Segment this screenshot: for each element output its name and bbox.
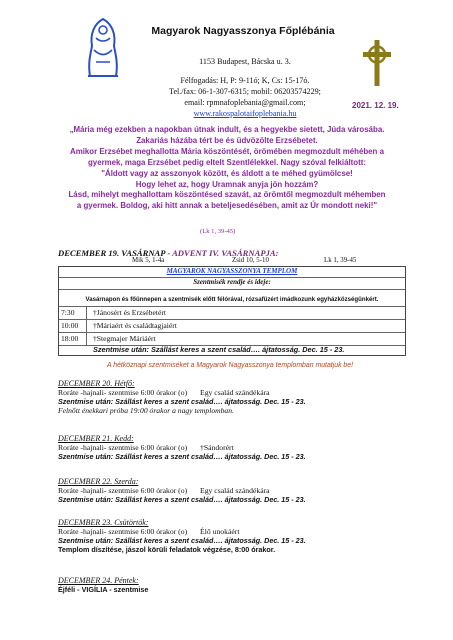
day-blessing: Szentmise után: Szállást keres a szent család…. ájtatosság. Dec. 15 - 23. bbox=[58, 452, 306, 461]
celtic-cross-icon bbox=[362, 40, 392, 86]
day-heading: DECEMBER 22. Szerda: bbox=[58, 477, 139, 486]
day-heading: DECEMBER 20. Hétfő: bbox=[58, 379, 135, 388]
bulletin-date: 2021. 12. 19. bbox=[352, 101, 399, 110]
mass-intention: †Sándorért bbox=[200, 443, 234, 452]
quote-line: a gyermek. Boldog, aki hitt annak a beteljesedésében, amit az Úr mondott neki!" bbox=[76, 201, 378, 211]
choir-rehearsal: Felnőtt énekkari próba 19:00 órakor a nagy templomban. bbox=[58, 406, 234, 415]
mass-intention: Egy család szándékára bbox=[200, 388, 270, 397]
church-name: MAGYAROK NAGYASSZONYA TEMPLOM bbox=[59, 267, 405, 278]
mass-intention: †Máriaért és családtagjaiért bbox=[93, 321, 177, 330]
day-blessing: Szentmise után: Szállást keres a szent család…. ájtatosság. Dec. 15 - 23. bbox=[58, 536, 306, 545]
day-blessing: Szentmise után: Szállást keres a szent család…. ájtatosság. Dec. 15 - 23. bbox=[58, 495, 306, 504]
day-wednesday bbox=[58, 477, 418, 504]
rosary-intro: Vasárnapon és főünnepen a szentmisék előtt félórával, rózsafüzért imádkozunk egyházközségünkért. bbox=[59, 294, 405, 307]
parish-title: Magyarok Nagyasszonya Főplébánia bbox=[151, 25, 335, 37]
quote-line: "Áldott vagy az asszonyok között, és áldott a te méhed gyümölcse! bbox=[101, 168, 353, 178]
mass-intention: Egy család szándékára bbox=[200, 486, 270, 495]
day-thursday bbox=[58, 518, 418, 554]
quote-line: Zakariás házába tért be és üdvözölte Erzsébetet. bbox=[136, 135, 318, 145]
day-blessing: Szentmise után: Szállást keres a szent család…. ájtatosság. Dec. 15 - 23. bbox=[58, 397, 306, 406]
mass-intention: †Stegmajer Máriáért bbox=[93, 334, 156, 343]
quote-line: Amikor Erzsébet meghallotta Mária köszöntését, örömében megmozdult méhében a bbox=[70, 146, 384, 156]
mass-row bbox=[59, 320, 405, 333]
gospel-quote bbox=[22, 125, 432, 212]
mass-time: 18:00 bbox=[61, 334, 79, 343]
schedule-title: Szentmisék rendje és ideje: bbox=[59, 278, 405, 290]
mass-row bbox=[59, 307, 405, 320]
mass-schedule-table bbox=[58, 266, 406, 356]
vigil-mass: Éjféli - VIGÍLIA - szentmise bbox=[58, 585, 149, 594]
phone-numbers: Tel./fax: 06-1-307-6315; mobil: 06203574229; bbox=[169, 87, 321, 96]
email-address: email: rpmnafoplebania@gmail.com; bbox=[184, 98, 306, 107]
mass-intention: †Jánosért és Erzsébetért bbox=[93, 308, 166, 317]
reading-1: Mik 5, 1-4a bbox=[132, 257, 165, 264]
parish-address: 1153 Budapest, Bácska u. 3. bbox=[199, 57, 291, 66]
website-link[interactable]: www.rakospalotaifoplebania.hu bbox=[193, 109, 297, 118]
day-tuesday bbox=[58, 434, 418, 461]
mass-time: 7:30 bbox=[61, 308, 75, 317]
day-heading: DECEMBER 21. Kedd: bbox=[58, 434, 134, 443]
sunday-date: DECEMBER 19. VASÁRNAP - bbox=[58, 248, 173, 258]
mass-time: 10:00 bbox=[61, 321, 79, 330]
weekday-note: A hétköznapi szentmiséket a Magyarok Nagyasszonya templomban mutatjuk be! bbox=[106, 362, 354, 369]
quote-line: Lásd, mihelyt meghallottam köszöntésed szavát, az örömtől megmozdult méhemben bbox=[68, 190, 386, 200]
sunday-blessing: Szentmise után: Szállást keres a szent család…. ájtatosság. Dec. 15 - 23. bbox=[93, 345, 345, 354]
reading-2: Zsid 10, 5-10 bbox=[232, 257, 269, 264]
day-heading: DECEMBER 23. Csütörtök: bbox=[58, 518, 149, 527]
quote-source: (Lk 1, 39-45) bbox=[200, 228, 236, 235]
day-monday bbox=[58, 379, 418, 415]
parish-logo-icon bbox=[82, 16, 124, 80]
mass-line: Roráte -hajnali- szentmise 6:00 órakor (o) bbox=[58, 486, 188, 495]
mass-intention: Élő unokáért bbox=[200, 527, 240, 536]
quote-line: Hogy lehet az, hogy Uramnak anyja jön hozzám? bbox=[135, 179, 319, 189]
day-friday bbox=[58, 576, 418, 594]
quote-line: „Mária még ezekben a napokban útnak indult, és a hegyekbe sietett, Júda városába. bbox=[69, 125, 385, 134]
reading-3: Lk 1, 39-45 bbox=[324, 257, 357, 264]
mass-line: Roráte -hajnali- szentmise 6:00 órakor (o) bbox=[58, 443, 188, 452]
quote-line: gyermek, maga Erzsébet pedig eltelt Szentlélekkel. Nagy szóval felkiáltott: bbox=[87, 157, 367, 167]
advent-label: ADVENT IV. VASÁRNAPJA: bbox=[172, 248, 279, 258]
day-heading: DECEMBER 24. Péntek: bbox=[58, 576, 139, 585]
office-hours: Félfogadás: H, P: 9-11ó; K, Cs: 15-17ó. bbox=[180, 76, 310, 85]
mass-line: Roráte -hajnali- szentmise 6:00 órakor (o) bbox=[58, 527, 188, 536]
church-decoration: Templom díszítése, jászol körüli feladatok végzése, 8:00 órakor. bbox=[58, 545, 276, 554]
mass-line: Roráte -hajnali- szentmise 6:00 órakor (o) bbox=[58, 388, 188, 397]
